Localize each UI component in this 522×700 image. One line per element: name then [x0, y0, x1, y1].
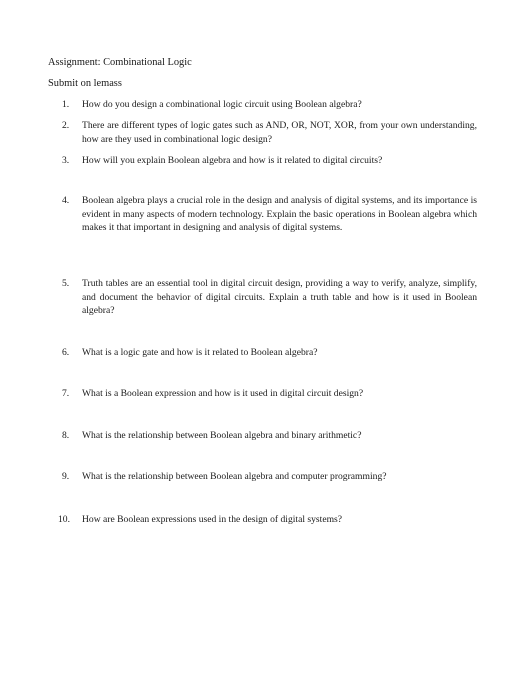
- question-number: 5.: [62, 278, 70, 289]
- question-number: 8.: [62, 430, 70, 441]
- question-text: What is the relationship between Boolean algebra and computer programming?: [82, 471, 387, 482]
- question-item: [58, 513, 477, 527]
- submit-note: Submit on lemass: [48, 78, 122, 89]
- question-number: 6.: [62, 347, 70, 358]
- question-text: What is the relationship between Boolean algebra and binary arithmetic?: [82, 430, 362, 441]
- question-number: 7.: [62, 388, 70, 399]
- question-text: How are Boolean expressions used in the design of digital systems?: [82, 514, 343, 525]
- question-text: What is a Boolean expression and how is it used in digital circuit design?: [82, 388, 364, 399]
- question-item: [62, 346, 477, 360]
- question-number: 4.: [62, 195, 70, 206]
- question-item: [62, 119, 477, 146]
- assignment-title: Assignment: Combinational Logic: [48, 57, 192, 68]
- question-text: There are different types of logic gates such as AND, OR, NOT, XOR, from your own understanding, how are they used in combinational logic design?: [82, 120, 477, 145]
- question-item: [62, 194, 477, 235]
- question-text: What is a logic gate and how is it related to Boolean algebra?: [82, 347, 318, 358]
- question-item: [62, 429, 477, 443]
- question-text: How will you explain Boolean algebra and how is it related to digital circuits?: [82, 155, 383, 166]
- question-text: Truth tables are an essential tool in digital circuit design, providing a way to verify, analyze, simplify, and document the behavior of digital circuits. Explain a truth table and how is it used in Boolean algebra?: [82, 278, 477, 317]
- question-number: 3.: [62, 155, 70, 166]
- question-number: 10.: [58, 514, 70, 525]
- question-text: Boolean algebra plays a crucial role in the design and analysis of digital systems, and its importance is evident in many aspects of modern technology. Explain the basic operations in Boolean algebra which makes it that important in designing and analysis of digital systems.: [82, 195, 477, 234]
- question-text: How do you design a combinational logic circuit using Boolean algebra?: [82, 99, 362, 110]
- question-number: 2.: [62, 120, 70, 131]
- question-item: [62, 387, 477, 401]
- question-number: 9.: [62, 471, 70, 482]
- question-item: [62, 98, 477, 112]
- question-item: [62, 470, 477, 484]
- question-number: 1.: [62, 99, 70, 110]
- question-item: [62, 277, 477, 318]
- question-item: [62, 154, 477, 168]
